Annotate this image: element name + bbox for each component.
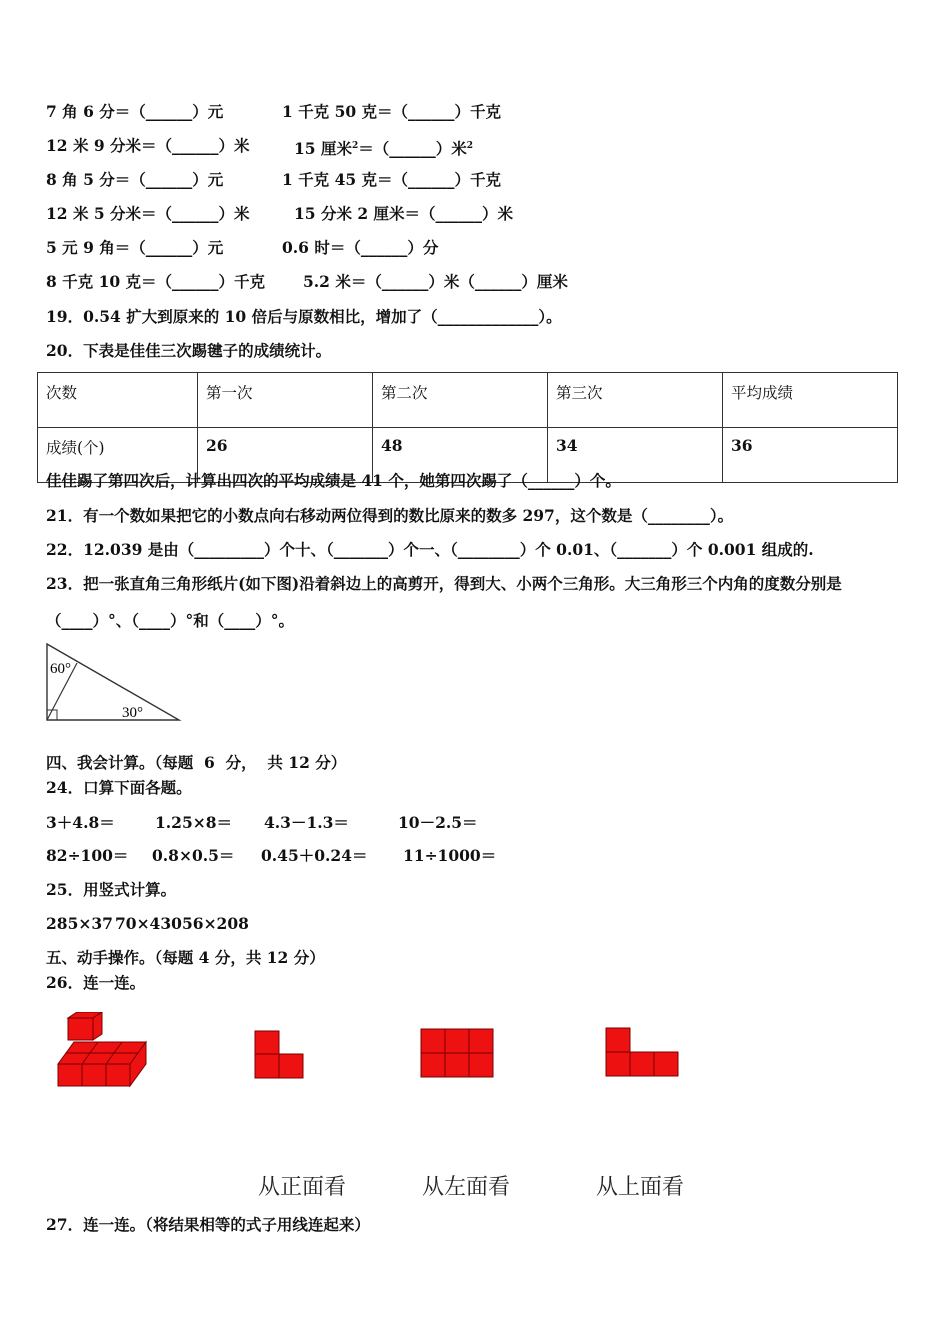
conv-left-5: 5 元 9 角＝（______）元	[46, 238, 224, 257]
question-20: 20．下表是佳佳三次踢毽子的成绩统计。	[46, 341, 332, 360]
table-header-cell: 第一次	[198, 373, 373, 428]
vertical-calc-2: 70×430	[115, 914, 182, 933]
conv-left-4: 12 米 5 分米＝（______）米	[46, 204, 250, 223]
label-front-view: 从正面看	[258, 1175, 347, 1200]
calc-1-4: 10－2.5＝	[398, 813, 478, 832]
conv-right-2-mid: ＝（______）米	[358, 139, 467, 159]
question-23: 23．把一张直角三角形纸片(如下图)沿着斜边上的高剪开，得到大、小两个三角形。大三角形三个内角的度数分别是	[46, 574, 842, 593]
question-21: 21．有一个数如果把它的小数点向右移动两位得到的数比原来的数多 297，这个数是（________）。	[46, 506, 734, 525]
conv-left-3: 8 角 5 分＝（______）元	[46, 170, 224, 189]
conv-right-2	[294, 136, 473, 159]
square-cell	[445, 1053, 469, 1077]
conv-left-6: 8 千克 10 克＝（______）千克	[46, 272, 266, 291]
vertical-calc-3: 56×208	[182, 914, 249, 933]
conv-right-3: 1 千克 45 克＝（______）千克	[282, 170, 502, 189]
calc-1-1: 3＋4.8＝	[46, 813, 115, 832]
superscript-2a: 2	[351, 141, 359, 151]
angle-60-label: 60°	[50, 661, 71, 677]
right-triangle-figure	[40, 640, 190, 725]
angle-30-label: 30°	[122, 705, 143, 721]
calc-2-2: 0.8×0.5＝	[152, 846, 235, 865]
square-cell	[255, 1054, 279, 1078]
square-cell	[255, 1031, 279, 1054]
calc-1-2: 1.25×8＝	[155, 813, 233, 832]
conv-right-6: 5.2 米＝（______）米（______）厘米	[303, 272, 568, 291]
cube-front-face	[58, 1064, 82, 1086]
table-cell: 36	[723, 428, 898, 483]
score-table	[37, 372, 898, 483]
view-shape-l	[253, 1030, 305, 1080]
square-cell	[469, 1053, 493, 1077]
conv-right-4: 15 分米 2 厘米＝（______）米	[294, 204, 514, 223]
square-cell	[279, 1054, 303, 1078]
table-cell: 48	[373, 428, 548, 483]
question-26: 26．连一连。	[46, 973, 146, 992]
square-cell	[469, 1029, 493, 1053]
table-cell: 26	[198, 428, 373, 483]
table-header-cell: 平均成绩	[723, 373, 898, 428]
conv-left-2: 12 米 9 分米＝（______）米	[46, 136, 250, 155]
table-cell: 34	[548, 428, 723, 483]
cube-front-face	[82, 1064, 106, 1086]
table-header-cell: 次数	[38, 373, 198, 428]
view-shape-long-l	[604, 1026, 682, 1078]
question-19: 19．0.54 扩大到原来的 10 倍后与原数相比，增加了（_____________）。	[46, 307, 562, 326]
square-cell	[654, 1052, 678, 1076]
square-cell	[445, 1029, 469, 1053]
cube-stack-3d	[50, 1012, 155, 1090]
superscript-2b: 2	[466, 141, 474, 151]
conv-right-5: 0.6 时＝（______）分	[282, 238, 439, 257]
cube-front-face	[106, 1064, 130, 1086]
vertical-calc-1: 285×37	[46, 914, 113, 933]
square-cell	[606, 1028, 630, 1052]
cube-front-face	[68, 1018, 93, 1040]
conv-right-2-pre: 15 厘米	[294, 139, 352, 159]
view-shape-grid	[419, 1027, 495, 1079]
table-header-row	[38, 373, 898, 428]
question-20-followup: 佳佳踢了第四次后，计算出四次的平均成绩是 41 个，她第四次踢了（______）个。	[46, 471, 621, 490]
conv-right-1: 1 千克 50 克＝（______）千克	[282, 102, 502, 121]
table-header-cell: 第二次	[373, 373, 548, 428]
square-cell	[606, 1052, 630, 1076]
square-cell	[421, 1053, 445, 1077]
section-4-heading: 四、我会计算。（每题 6 分， 共 12 分）	[46, 753, 347, 772]
calc-2-4: 11÷1000＝	[403, 846, 497, 865]
question-27: 27．连一连。（将结果相等的式子用线连起来）	[46, 1215, 370, 1234]
label-left-view: 从左面看	[422, 1175, 511, 1200]
table-header-cell: 第三次	[548, 373, 723, 428]
section-5-heading: 五、动手操作。（每题 4 分，共 12 分）	[46, 948, 325, 967]
square-cell	[630, 1052, 654, 1076]
calc-2-3: 0.45＋0.24＝	[261, 846, 368, 865]
calc-2-1: 82÷100＝	[46, 846, 129, 865]
conv-left-1: 7 角 6 分＝（______）元	[46, 102, 224, 121]
square-cell	[421, 1029, 445, 1053]
calc-1-3: 4.3－1.3＝	[264, 813, 349, 832]
question-24: 24．口算下面各题。	[46, 778, 192, 797]
label-top-view: 从上面看	[596, 1175, 685, 1200]
table-cell: 成绩(个)	[38, 428, 198, 483]
question-25: 25．用竖式计算。	[46, 880, 177, 899]
question-22: 22．12.039 是由（_________）个十、（_______）个一、（________）个 0.01、（_______）个 0.001 组成的.	[46, 540, 814, 559]
question-23-blanks: （____）°、（____）°和（____）°。	[46, 611, 295, 630]
